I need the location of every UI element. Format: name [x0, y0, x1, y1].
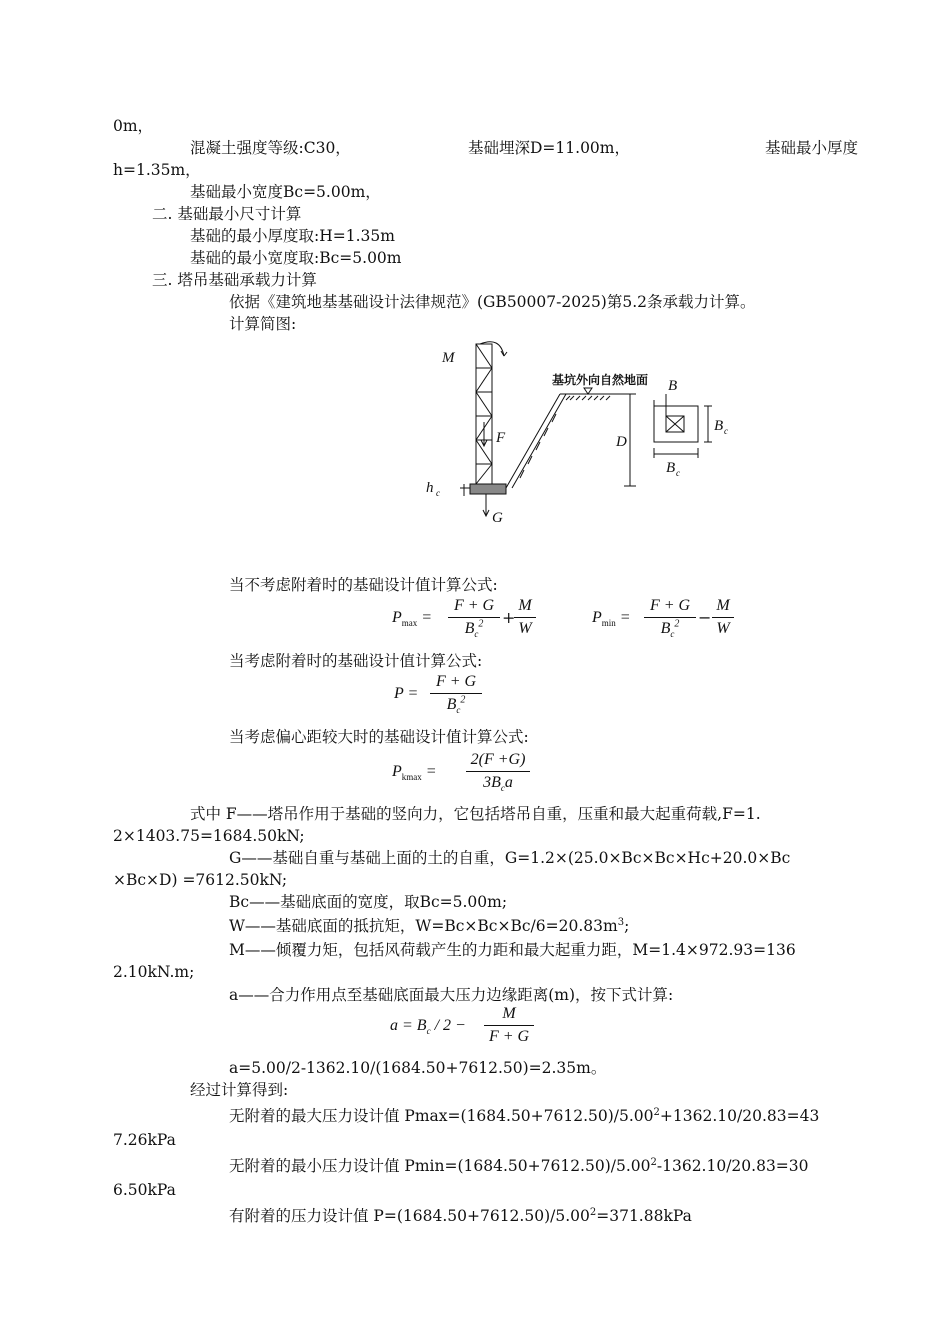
svg-text:c: c — [724, 426, 728, 436]
pkmax-symbol: $P_{kmax}$ = — [392, 763, 437, 783]
section2-width: 基础的最小宽度取:Bc=5.00m — [190, 249, 402, 267]
diagram-label-D: D — [616, 434, 627, 450]
diagram-label-G: G — [492, 510, 503, 526]
excavation-slope — [506, 394, 560, 488]
def-F-line1: 式中 F——塔吊作用于基础的竖向力，它包括塔吊自重，压重和最大起重荷载,F=1. — [190, 805, 761, 823]
attach-title: 当考虑附着时的基础设计值计算公式: — [229, 652, 483, 670]
pkmax-fraction: 2(F +G) $3B_ca$ — [466, 750, 530, 793]
diagram-ground-label: 基坑外向自然地面 — [552, 373, 649, 387]
def-a: a——合力作用点至基础底面最大压力边缘距离(m)，按下式计算: — [229, 986, 674, 1004]
pmax-fraction-fg: F + G $B_c^2$ — [448, 596, 500, 639]
diagram-label-B: B — [668, 378, 678, 394]
foundation-plan — [654, 406, 698, 442]
p-fraction: F + G $B_c^2$ — [430, 672, 482, 715]
pmax-fraction-mw: M W — [514, 596, 536, 639]
result-p: 有附着的压力设计值 $P=(1684.50+7612.50)/5.00^2=371.88kPa$ — [229, 1206, 692, 1225]
section3-heading: 三. 塔吊基础承载力计算 — [152, 271, 317, 289]
def-F-line2: 2×1403.75=1684.50kN; — [113, 827, 305, 845]
def-G-line1: G——基础自重与基础上面的土的自重，G=1.2×(25.0×Bc×Bc×Hc+20.0×Bc — [229, 849, 791, 867]
min-width: 基础最小宽度Bc=5.00m， — [190, 183, 381, 201]
params-line-tail: 0m， — [113, 117, 154, 135]
no-attach-title: 当不考虑附着时的基础设计值计算公式: — [229, 576, 498, 594]
calculation-diagram — [420, 338, 740, 528]
pmin-minus: − — [698, 608, 712, 627]
diagram-label-F: F — [496, 430, 506, 446]
def-W: W——基础底面的抵抗矩，$W=Bc\times Bc\times Bc/6=20.83m^3$; — [229, 916, 630, 935]
eccentric-title: 当考虑偏心距较大时的基础设计值计算公式: — [229, 728, 529, 746]
diagram-label-M: M — [442, 350, 455, 366]
result-pmin-line1: 无附着的最小压力设计值 $Pmin=(1684.50+7612.50)/5.00^2-1362.10/20.83=30$ — [229, 1156, 809, 1175]
def-M-line1: M——倾覆力矩，包括风荷载产生的力距和最大起重力距，M=1.4×972.93=136 — [229, 941, 796, 959]
pmin-fraction-fg: F + G $B_c^2$ — [644, 596, 696, 639]
def-M-line2: 2.10kN.m; — [113, 963, 195, 981]
a-formula-lhs: $a = B_c / 2$ − — [390, 1017, 466, 1037]
min-thickness-value: h=1.35m， — [113, 161, 201, 179]
section2-heading: 二. 基础最小尺寸计算 — [152, 205, 302, 223]
pmax-plus: + — [502, 608, 516, 627]
concrete-grade: 混凝土强度等级:C30， — [190, 139, 351, 157]
result-pmin-line2: 6.50kPa — [113, 1181, 176, 1199]
results-heading: 经过计算得到: — [190, 1081, 289, 1099]
def-G-line2: ×Bc×D) =7612.50kN; — [113, 871, 288, 889]
section2-thickness: 基础的最小厚度取:H=1.35m — [190, 227, 395, 245]
svg-text:c: c — [436, 488, 440, 498]
a-value: a=5.00/2-1362.10/(1684.50+7612.50)=2.35m。 — [229, 1059, 607, 1077]
pmin-fraction-mw: M W — [712, 596, 734, 639]
a-formula-fraction: M F + G — [484, 1004, 534, 1047]
result-pmax-line1: 无附着的最大压力设计值 $Pmax=(1684.50+7612.50)/5.00^2+1362.10/20.83=43$ — [229, 1106, 820, 1125]
pmin-symbol: $P_{min}$ = — [592, 609, 631, 629]
min-thickness-label: 基础最小厚度 — [765, 139, 859, 157]
embed-depth: 基础埋深D=11.00m， — [468, 139, 630, 157]
def-Bc: Bc——基础底面的宽度，取Bc=5.00m; — [229, 893, 508, 911]
foundation-block — [470, 484, 506, 494]
diagram-label-Bc-side: B — [714, 418, 724, 434]
pmax-symbol: $P_{max}$ = — [392, 609, 433, 629]
diagram-label-Bc-bottom: B — [666, 460, 676, 476]
diagram-label-hc: h — [426, 480, 434, 496]
result-pmax-line2: 7.26kPa — [113, 1131, 176, 1149]
diagram-caption: 计算简图: — [229, 315, 297, 333]
svg-text:c: c — [676, 468, 680, 478]
section3-basis: 依据《建筑地基基础设计法律规范》(GB50007-2025)第5.2条承载力计算。 — [229, 293, 756, 311]
p-symbol: P = — [394, 685, 419, 702]
